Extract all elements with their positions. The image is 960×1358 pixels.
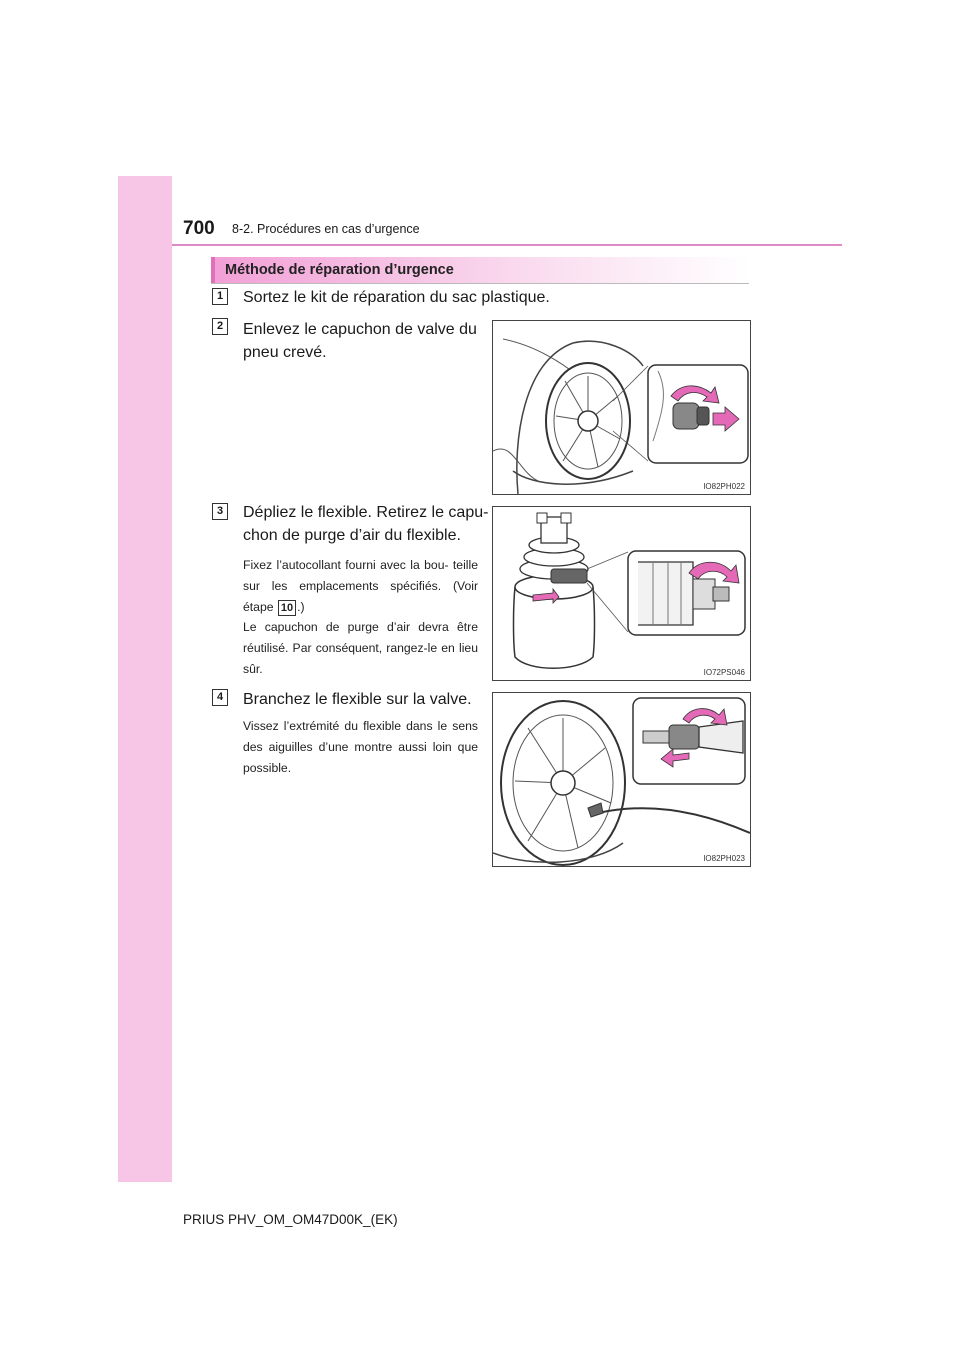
step-4-note: Vissez l’extrémité du flexible dans le sens des aiguilles d’une montre aussi loin que possible. — [243, 719, 478, 775]
step-number-2: 2 — [212, 318, 228, 335]
step-3-text-line2: chon de purge d’air du flexible. — [243, 527, 461, 544]
chapter-title: 8-2. Procédures en cas d’urgence — [232, 222, 420, 236]
tire-valve-illustration — [493, 321, 750, 494]
section-accent — [211, 257, 215, 283]
figure-code: IO72PS046 — [703, 668, 745, 677]
sealant-bottle-illustration — [493, 507, 750, 680]
footer-model-code: PRIUS PHV_OM_OM47D00K_(EK) — [183, 1212, 398, 1227]
step-3-text-line1: Dépliez le flexible. Retirez le capu- — [243, 504, 489, 521]
figure-valve-cap-removal — [492, 320, 751, 495]
step-4-text: Branchez le flexible sur la valve. — [243, 691, 472, 708]
figure-hose-connect — [492, 692, 751, 867]
figure-hose-unfold — [492, 506, 751, 681]
section-header — [211, 257, 749, 283]
figure-code: IO82PH023 — [703, 854, 745, 863]
step-3-note-1 — [243, 555, 478, 618]
page-number: 700 — [183, 218, 215, 239]
step-2-text-line1: Enlevez le capuchon de valve du — [243, 321, 477, 338]
step-number-4: 4 — [212, 689, 228, 706]
step-number-1: 1 — [212, 288, 228, 305]
chapter-sidebar-tab — [118, 176, 172, 1182]
step-1-text: Sortez le kit de réparation du sac plastique. — [243, 289, 550, 306]
header-divider — [172, 244, 842, 246]
section-title: Méthode de réparation d’urgence — [225, 262, 454, 278]
figure-code: IO82PH022 — [703, 482, 745, 491]
step-number-3: 3 — [212, 503, 228, 520]
step-reference-box: 10 — [278, 600, 296, 616]
note-text-end: .) — [297, 600, 305, 614]
note-text: Fixez l’autocollant fourni avec la bou- teille sur les emplacements spécifiés. (Voir étape — [243, 558, 478, 614]
hose-valve-illustration — [493, 693, 750, 866]
section-divider — [211, 283, 749, 284]
step-3-note-2: Le capuchon de purge d’air devra être réutilisé. Par conséquent, rangez-le en lieu sûr. — [243, 620, 478, 676]
step-2-text-line2: pneu crevé. — [243, 344, 327, 361]
